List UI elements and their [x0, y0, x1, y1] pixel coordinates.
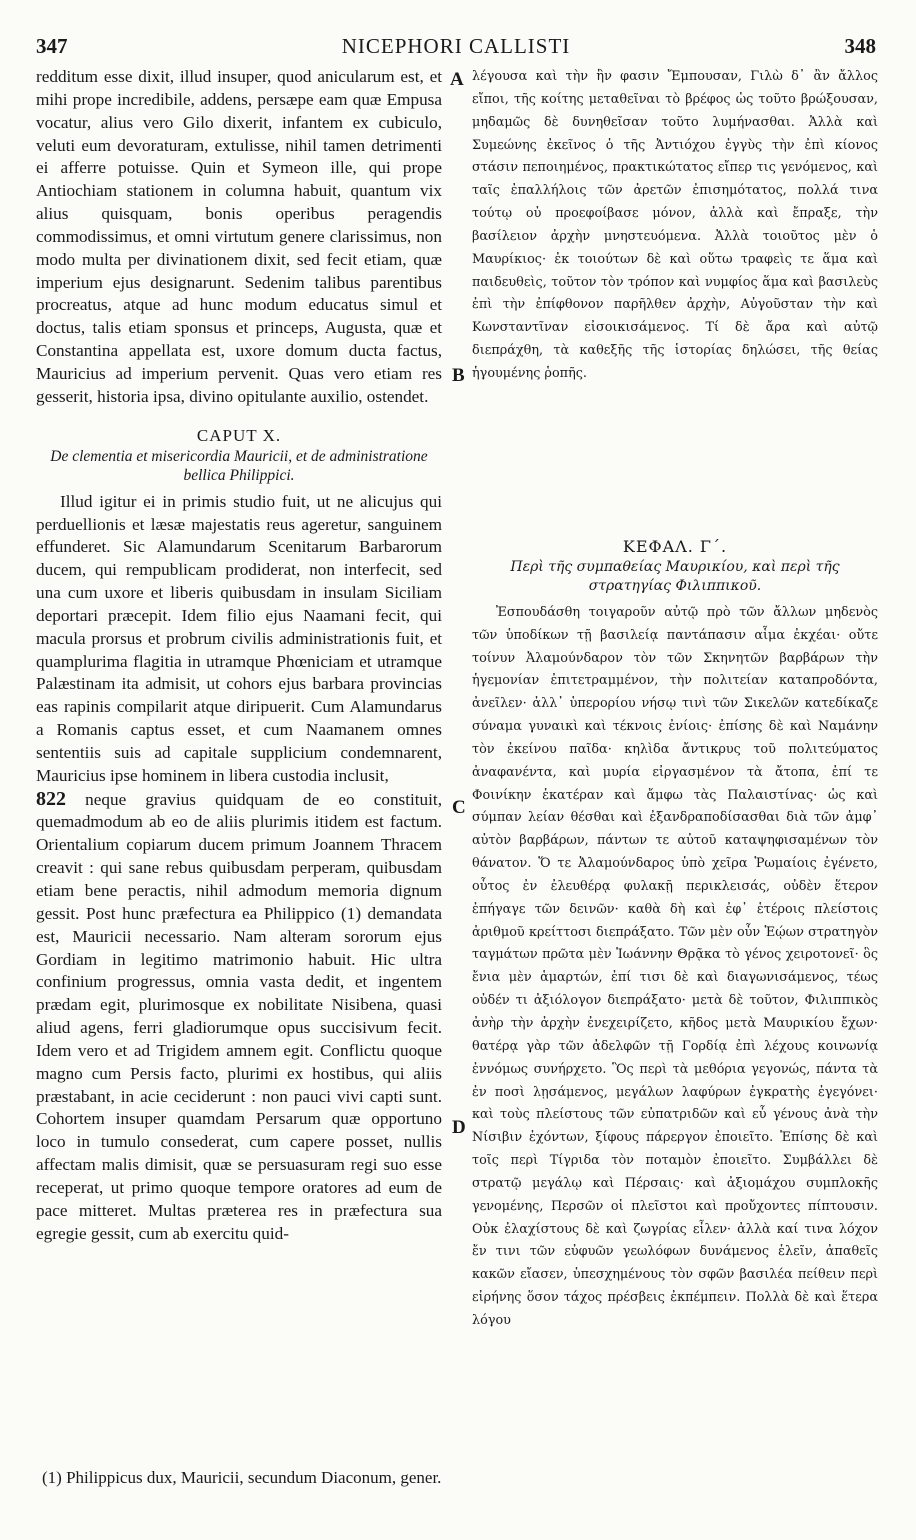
- page-header: [36, 34, 876, 64]
- latin-paragraph-2a: Illud igitur ei in primis studio fuit, ut ne alicujus qui perduellionis et læsæ majestatis reus ageretur, sanguinem effunderet. Sic Alamundarum Scenitarum Barbarorum ducem, qui rempublicam prodiderat, non interfecit, sed una cum uxore et liberis quibusdam in insulam Siciliam deportari præcepit. Idem filio ejus Naamani fecit, qui macula prorsus et probrum civilis administrationis fuit, et quamplurima flagitia in utramque Phœniciam et utramque Palæstinam ita admisit, ut cohors ejus barbara provincias eas rapinis compilarit atque diripuerit. Cum Alamundarus a Romanis captus esset, et cum Naamanem omnes sententiis suis ad capitale supplicium condemnarent, Mauricius ipse hominem in libera custodia inclusit,: [36, 491, 442, 785]
- footnote: (1) Philippicus dux, Mauricii, secundum Diaconum, gener.: [42, 1468, 442, 1487]
- latin-paragraph-1: redditum esse dixit, illud insuper, quod anicularum est, et mihi prope incredibile, addens, persæpe eam quæ Empusa vocatur, alius vero Gilo dixerit, infantem ex cubiculo, veluti eum devoraturam, extulisse, nihil tamen detrimenti ei afferre potuisse. Quin et Symeon ille, qui prope Antiochiam stationem in columna habuit, quantum vix alius quisquam, bonis operibus peragendis commodissimus, et omni virtutum genere clarissimus, non modo multa per divinationem dixit, sed fecit etiam, quæ imperium ejus designarunt. Sedenim talibus parentibus procreatus, atque ad hunc modum educatus simul et doctus, talis etiam sponsus et princeps, Augusta, quæ et Constantina appellata est, uxore domum ducta factus, Mauricius ad imperium pervenit. Quas vero etiam res gesserit, historia ipsa, divino opitulante auxilio, ostendet.: [36, 67, 442, 406]
- latin-chapter-title: CAPUT X.: [196, 425, 282, 445]
- page-marker-822: 822: [36, 787, 66, 810]
- latin-column: [36, 66, 442, 1246]
- margin-letter-a: A: [450, 69, 464, 90]
- margin-letter-b: B: [452, 365, 465, 386]
- greek-paragraph-2: Ἐσπουδάσθη τοιγαροῦν αὐτῷ πρὸ τῶν ἄλλων μηδενὸς τῶν ὑποδίκων τῇ βασιλείᾳ παντάπασιν αἷμα ἐκχέαι· οὔτε τοίνυν Ἀλαμούνδαρον τὸν τῶν Σκηνητῶν βαρβάρων τὴν ἡγεμονίαν ἐπιτετραμμένον, τὴν πολιτείαν καταπροδόντα, ἀνεῖλεν· ἀλλ᾽ ὑπερορίου νήσῳ τινὶ τῶν Σικελῶν κατεδίκαζε σύναμα γυναικὶ καὶ τέκνοις ἐνίοις· ἐπίσης δὲ καὶ Ναμάνην τὸν ἐκείνου παῖδα· κηλὶδα ἄντικρυς τοῦ πολιτεύματος ἀναφανέντα, καὶ μυρία εἰργασμένον τὰ ἄτοπα, ἐπί τε Φοινίκην ἑκατέραν καὶ ἄμφω τὰς Παλαιστίνας· ὡς καὶ σύμπαν λείαν θέσθαι καὶ ἐξανδραποδίσασθαι διὰ τῶν ἀμφ᾽ αὐτὸν βαρβάρων, πάντων τε αὐτοῦ καταψηφισαμένων τὸν θάνατον. Ὅ τε Ἀλαμούνδαρος ὑπὸ χεῖρα Ῥωμαίοις ἐγένετο, οὗτος ἐν ἐλευθέρᾳ φυλακῇ περικλεισάς, οὐδὲν ἕτερον ἐπήγαγε τῶν δεινῶν· καθὰ δὴ καὶ ἐφ᾽ ἑτέροις πλείστοις ἀριθμοῦ κρείττοσι διεπράξατο. Τῶν μὲν οὖν Ἑῴων στρατηγὸν ταγμάτων πρῶτα μὲν Ἰωάννην Θρᾷκα τὸ γένος χειροτονεῖ· ὃς ἔνια μὲν ἁμαρτών, ἐπί τισι δὲ καὶ διαγωνισάμενος, τέως οὐδέν τι ἀξιόλογον διεπράξατο· μετὰ δὲ τοῦτον, Φιλιππικὸς ἀνὴρ τὴν ἀρχὴν ἐνεχειρίζετο, κῆδος μετὰ Μαυρικίου ἔχων· θατέρᾳ γὰρ τῶν ἀδελφῶν τῇ Γορδίᾳ ἐπὶ λέχους κοινωνίᾳ ἐννόμως συνήρχετο. Ὃς περὶ τὰ μεθόρια γεγονώς, πάντα τὰ ἐν ποσὶ λῃσάμενος, μεγάλων λαφύρων ἐγκρατὴς ἐγεγόνει· καὶ τοὺς πλείστους τῶν εὐπατριδῶν καὶ εὖ γένους ἀνὰ τὴν Νίσιβιν ἐχόντων, ξίφους πάρεργον ἐποιεῖτο. Ἐπίσης δὲ καὶ τοῖς περὶ Τίγριδα τὸν ποταμὸν ἐποιεῖτο. Συμβάλλει δὲ στρατῷ μεγάλῳ καὶ Πέρσαις· καὶ ἀξιομάχου συμπλοκῆς γενομένης, Περσῶν οἱ πλεῖστοι καὶ προὔχοντες πίπτουσιν. Οὐκ ἐλαχίστους δὲ καὶ ζωγρίας εἶλεν· ἀλλὰ καί τινα λόχον ἔν τινι τῶν εὐφυῶν γεωλόφων δυνάμενος ἑλεῖν, ἀπαθεῖς κακῶν εἴασεν, ὑπεσχημένους τὸν σφῶν βασιλέα πείθειν περὶ εἰρήνης ὅσον τάχος πρέσβεις ἐκπέμπειν. Πολλὰ δὲ καὶ ἕτερα λόγου: [472, 604, 878, 1328]
- greek-column: [472, 66, 878, 1333]
- latin-chapter-subtitle: De clementia et misericordia Mauricii, et de administratione bellica Philippici.: [50, 447, 428, 484]
- greek-chapter-title: ΚΕΦΑΛ. Γ΄.: [622, 536, 728, 556]
- greek-paragraph-1: λέγουσα καὶ τὴν ἣν φασιν Ἔμπουσαν, Γιλὼ δ᾽ ἂν ἄλλος εἴποι, τῆς κοίτης μεταθεῖναι τὸ βρέφος ὡς τοῦτο βρώξουσαν, μηδαμῶς δὲ δυνηθεῖσαν τοῦτο λυμήνασθαι. Ἀλλὰ καὶ Συμεώνης ἐκεῖνος ὁ τῆς Ἀντιόχου ἐγγὺς τὴν ἐπὶ κίονος στάσιν πεποιημένος, πρακτικώτατος εἴπερ τις γενόμενος, καὶ ταῖς ἐπαλλήλοις τῶν ἀρετῶν ἐπισημότατος, πολλά τινα τούτῳ οὐ προεφοίβασε μόνον, ἀλλὰ καὶ ἔπραξε, τὴν βασίλειον ἀρχὴν μνηστευόμενα. Ἀλλὰ τοιοῦτος μὲν ὁ Μαυρίκιος· ἐκ τοιούτων δὲ καὶ οὕτω τραφεὶς τε ἅμα καὶ παιδευθεὶς, τοῦτον τὸν τρόπον καὶ νυμφίος ἅμα καὶ βασιλεὺς ἐπὶ τὴν ἐπίφθονον παρῆλθεν ἀρχὴν, Αὐγοῦσταν τὴν καὶ Κωνσταντῖναν εἰσοικισάμενος. Τί δὲ ἄρα καὶ αὐτῷ διεπράχθη, τὰ καθεξῆς τῆς ἱστορίας δηλώσει, τῆς θείας ἡγουμένης ῥοπῆς.: [472, 69, 878, 381]
- margin-letter-d: D: [452, 1117, 466, 1138]
- greek-chapter-subtitle: Περὶ τῆς συμπαθείας Μαυρικίου, καὶ περὶ τῆς στρατηγίας Φιλιππικοῦ.: [510, 558, 840, 594]
- latin-paragraph-2b: neque gravius quidquam de eo constituit, quemadmodum ab eo de aliis plurimis itidem est factum. Orientalium copiarum ducem primum Joannem Thracem creavit : qui sane rebus quibusdam perperam, quibusdam etiam bene peractis, nihil admodum memoria dignum gessit. Post hunc præfectura ea Philippico (1) demandata est, Mauricii necessario. Nam alteram sororum ejus Gordiam in legitimo matrimonio habuit. Hic ultra confinium progressus, omnia vasta dedit, et ingentem prædam egit, plurimosque ex nobilitate Nisibena, quasi aliud agens, ferri gladiorumque opus succisivum fecit. Idem vero et ad Trigidem amnem egit. Conflictu quoque magno cum Persis facto, plurimi ex hostibus, qui aliis præstabant, in acie ceciderunt : non pauci vivi capti sunt. Cohortem insuper quamdam Persarum quæ opportuno loco in tumulo consederat, cum capere posset, nullis affectam malis dimisit, quæ se persuasuram regi suo esse receperat, ut primo quoque tempore oratores ad eum de pace mitteret. Multas præterea res in præfectura sua egregie gessit, cum ab exercitu quid-: [36, 789, 442, 1243]
- running-title: NICEPHORI CALLISTI: [341, 34, 571, 58]
- page-number-right: 348: [844, 34, 876, 58]
- margin-letter-c: C: [452, 797, 466, 818]
- page-number-left: 347: [36, 34, 68, 58]
